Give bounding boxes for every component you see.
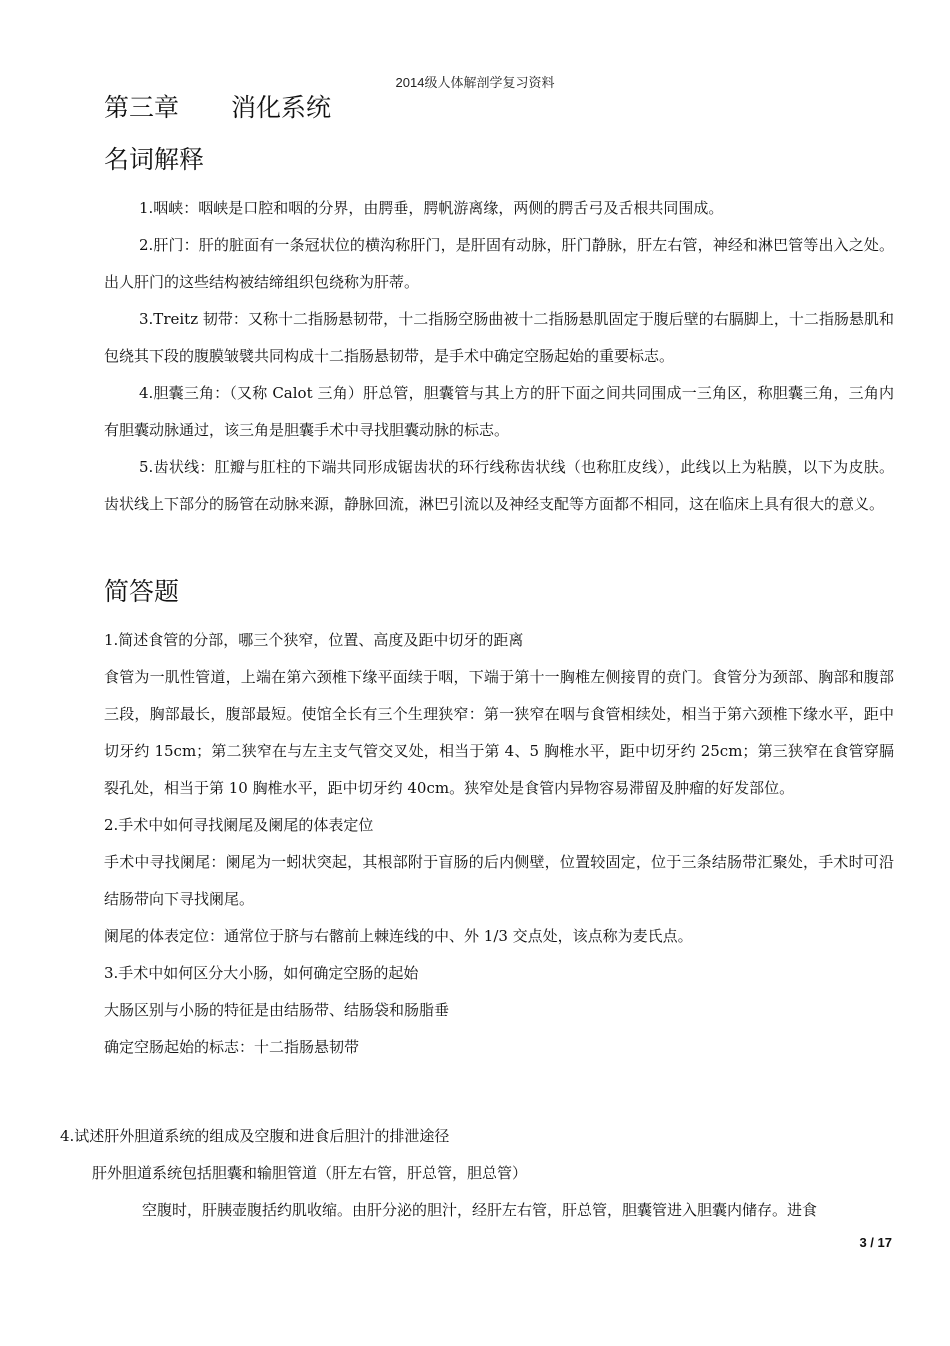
question-4: 4.试述肝外胆道系统的组成及空腹和进食后胆汁的排泄途径 [60, 1127, 450, 1145]
short-answers-block [104, 622, 894, 1066]
question-3: 3.手术中如何区分大小肠，如何确定空肠的起始 [104, 964, 419, 982]
page-header: 2014级人体解剖学复习资料 [395, 75, 555, 90]
answer-2-find: 手术中寻找阑尾：阑尾为一蚓状突起，其根部附于盲肠的后内侧壁，位置较固定，位于三条结肠带汇聚处，手术时可沿结肠带向下寻找阑尾。 [104, 853, 894, 908]
answer-3-marker: 确定空肠起始的标志：十二指肠悬韧带 [104, 1038, 360, 1056]
answer-4-composition: 肝外胆道系统包括胆囊和输胆管道（肝左右管，肝总管，胆总管） [92, 1164, 528, 1182]
answer-3-features: 大肠区别与小肠的特征是由结肠带、结肠袋和肠脂垂 [104, 1001, 450, 1019]
chapter-heading [104, 88, 331, 124]
question-2: 2.手术中如何寻找阑尾及阑尾的体表定位 [104, 816, 374, 834]
term-item: 2.肝门：肝的脏面有一条冠状位的横沟称肝门，是肝固有动脉，肝门静脉，肝左右管，神经和淋巴管等出入之处。出人肝门的这些结构被结缔组织包绕称为肝蒂。 [104, 236, 894, 291]
terms-list [104, 190, 894, 523]
answer-1: 食管为一肌性管道，上端在第六颈椎下缘平面续于咽，下端于第十一胸椎左侧接胃的贲门。食管分为颈部、胸部和腹部三段，胸部最长，腹部最短。使馆全长有三个生理狭窄：第一狭窄在咽与食管相续处，相当于第六颈椎下缘水平，距中切牙约 15cm；第二狭窄在与左主支气管交叉处，相当于第 4、5 胸椎水平，距中切牙约 25cm；第三狭窄在食管穿膈裂孔处，相当于第 10 胸椎水平，距中切牙约 40cm。狭窄处是食管内异物容易滞留及肿瘤的好发部位。 [104, 668, 894, 797]
question-1: 1.简述食管的分部，哪三个狭窄，位置、高度及距中切牙的距离 [104, 631, 524, 649]
answer-2-location: 阑尾的体表定位：通常位于脐与右髂前上棘连线的中、外 1/3 交点处，该点称为麦氏点。 [104, 927, 693, 945]
section-heading-terms: 名词解释 [104, 145, 205, 174]
chapter-number: 第三章 [104, 93, 180, 122]
section-heading-short-answers: 简答题 [104, 577, 180, 606]
term-item: 1.咽峡：咽峡是口腔和咽的分界，由腭垂，腭帆游离缘，两侧的腭舌弓及舌根共同围成。 [139, 199, 724, 217]
answer-4-fasting: 空腹时，肝胰壶腹括约肌收缩。由肝分泌的胆汁，经肝左右管，肝总管，胆囊管进入胆囊内储存。进食 [142, 1201, 818, 1219]
term-item: 3.Treitz 韧带：又称十二指肠悬韧带，十二指肠空肠曲被十二指肠悬肌固定于腹后壁的右膈脚上，十二指肠悬肌和包绕其下段的腹膜皱襞共同构成十二指肠悬韧带，是手术中确定空肠起始的重要标志。 [104, 310, 894, 365]
term-item: 5.齿状线：肛瓣与肛柱的下端共同形成锯齿状的环行线称齿状线（也称肛皮线），此线以上为粘膜，以下为皮肤。齿状线上下部分的肠管在动脉来源，静脉回流，淋巴引流以及神经支配等方面都不相同，这在临床上具有很大的意义。 [104, 458, 894, 513]
chapter-title: 消化系统 [231, 93, 332, 122]
page-number: 3 / 17 [859, 1235, 892, 1250]
term-item: 4.胆囊三角：（又称 Calot 三角）肝总管，胆囊管与其上方的肝下面之间共同围成一三角区，称胆囊三角，三角内有胆囊动脉通过，该三角是胆囊手术中寻找胆囊动脉的标志。 [104, 384, 894, 439]
question-4-block [60, 1118, 900, 1229]
